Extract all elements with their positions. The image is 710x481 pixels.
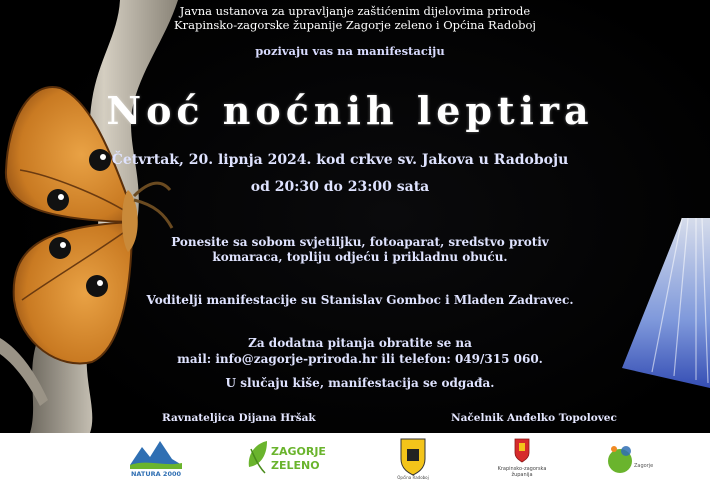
event-date-location: Četvrtak, 20. lipnja 2024. kod crkve sv. Jakova u Radoboju	[111, 152, 569, 168]
bring-items-line-2: komaraca, topliju odjeću i prikladnu obuću.	[212, 250, 508, 264]
natura-2000-logo	[128, 437, 184, 477]
svg-text:NATURA 2000: NATURA 2000	[130, 470, 182, 478]
event-time: od 20:30 do 23:00 sata	[250, 179, 430, 195]
invite-text: pozivaju vas na manifestaciju	[255, 44, 445, 58]
signature-mayor: Načelnik Anđelko Topolovec	[451, 412, 617, 424]
butterfly-on-branch-illustration	[0, 0, 200, 433]
contact-line-1: Za dodatna pitanja obratite se na	[248, 336, 472, 350]
intro-line-1: Javna ustanova za upravljanje zaštićenim dijelovima prirode	[179, 4, 531, 18]
event-title: Noć noćnih leptira	[106, 88, 594, 133]
contact-line-2: mail: info@zagorje-priroda.hr ili telefon: 049/315 060.	[177, 352, 543, 366]
svg-text:županija: županija	[511, 472, 533, 478]
rain-note: U slučaju kiše, manifestacija se odgađa.	[225, 376, 495, 390]
opcina-radoboj-coat-of-arms	[393, 437, 433, 479]
zagorje-zeleno-logo	[245, 437, 331, 477]
signature-director: Ravnateljica Dijana Hršak	[162, 412, 316, 424]
svg-text:Krapinsko-zagorska: Krapinsko-zagorska	[497, 466, 547, 472]
bring-items-line-1: Ponesite sa sobom svjetiljku, fotoaparat, sredstvo protiv	[171, 235, 549, 249]
zagorje-globe-logo	[600, 437, 654, 477]
organizers-text: Voditelji manifestacije su Stanislav Gomboc i Mladen Zadravec.	[146, 293, 574, 307]
svg-text:ZAGORJE: ZAGORJE	[271, 445, 326, 458]
intro-line-2: Krapinsko-zagorske županije Zagorje zeleno i Općina Radoboj	[174, 18, 536, 32]
krapinsko-zagorska-zupanija-logo	[493, 437, 551, 479]
svg-text:Zagorje: Zagorje	[634, 463, 654, 469]
svg-text:ZELENO: ZELENO	[271, 459, 320, 472]
svg-text:Općina Radoboj: Općina Radoboj	[397, 475, 429, 480]
partner-logo-strip	[0, 433, 710, 481]
